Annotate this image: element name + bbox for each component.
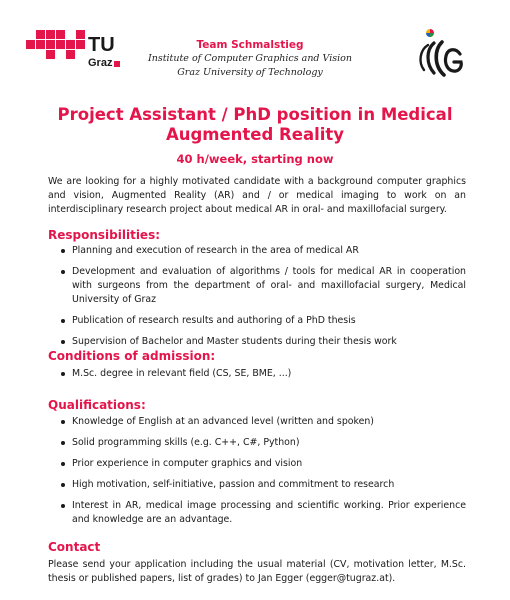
- bullet-icon: [61, 420, 65, 424]
- list-item: Supervision of Bachelor and Master students during their thesis work: [48, 335, 466, 349]
- bullet-icon: [61, 270, 65, 274]
- list-item: Publication of research results and authoring of a PhD thesis: [48, 314, 466, 328]
- list-item: Solid programming skills (e.g. C++, C#, Python): [48, 436, 466, 450]
- list-item: M.Sc. degree in relevant field (CS, SE, BME, ...): [48, 367, 466, 381]
- tu-logo-sub: Graz: [88, 57, 113, 69]
- list-item: Development and evaluation of algorithms / tools for medical AR in cooperation with surgeons from the department of oral- and maxillofacial surgery, Medical University of Graz: [48, 265, 466, 307]
- list-item: Interest in AR, medical image processing and scientific working. Prior experience and knowledge are an advantage.: [48, 499, 466, 527]
- bullet-icon: [61, 319, 65, 323]
- list-item: High motivation, self-initiative, passion and commitment to research: [48, 478, 466, 492]
- icg-logo: [414, 28, 472, 80]
- responsibilities-list: [48, 244, 466, 349]
- university-name: Graz University of Technology: [177, 67, 323, 78]
- qualifications-heading: Qualifications:: [48, 398, 146, 412]
- responsibilities-heading: Responsibilities:: [48, 228, 161, 242]
- bullet-icon: [61, 504, 65, 508]
- bullet-icon: [61, 372, 65, 376]
- list-item: Planning and execution of research in the area of medical AR: [48, 244, 466, 258]
- institute-name: Institute of Computer Graphics and Vision: [147, 53, 353, 64]
- qualifications-list: [48, 415, 466, 527]
- conditions-list: [48, 367, 466, 381]
- list-item: Knowledge of English at an advanced level (written and spoken): [48, 415, 466, 429]
- page-title: Project Assistant / PhD position in Medical Augmented Reality: [57, 105, 453, 144]
- bullet-icon: [61, 441, 65, 445]
- list-item: Prior experience in computer graphics and vision: [48, 457, 466, 471]
- bullet-icon: [61, 483, 65, 487]
- header-block: [140, 38, 360, 80]
- tu-graz-logo: [26, 30, 126, 70]
- conditions-heading: Conditions of admission:: [48, 349, 216, 363]
- bullet-icon: [61, 249, 65, 253]
- contact-heading: Contact: [48, 540, 101, 554]
- bullet-icon: [61, 462, 65, 466]
- tu-logo-text: TU: [88, 34, 115, 56]
- team-name: Team Schmalstieg: [196, 39, 304, 51]
- contact-paragraph: Please send your application including the usual material (CV, motivation letter, M.Sc. thesis or published papers, list of grades) to Jan Egger (egger@tugraz.at).: [48, 559, 466, 584]
- intro-paragraph: We are looking for a highly motivated candidate with a background computer graphics and vision, Augmented Reality (AR) and / or medical imaging to work on an interdisciplinary research project about medical AR in oral- and maxillofacial surgery.: [48, 176, 466, 215]
- bullet-icon: [61, 340, 65, 344]
- page-subtitle: 40 h/week, starting now: [176, 152, 334, 166]
